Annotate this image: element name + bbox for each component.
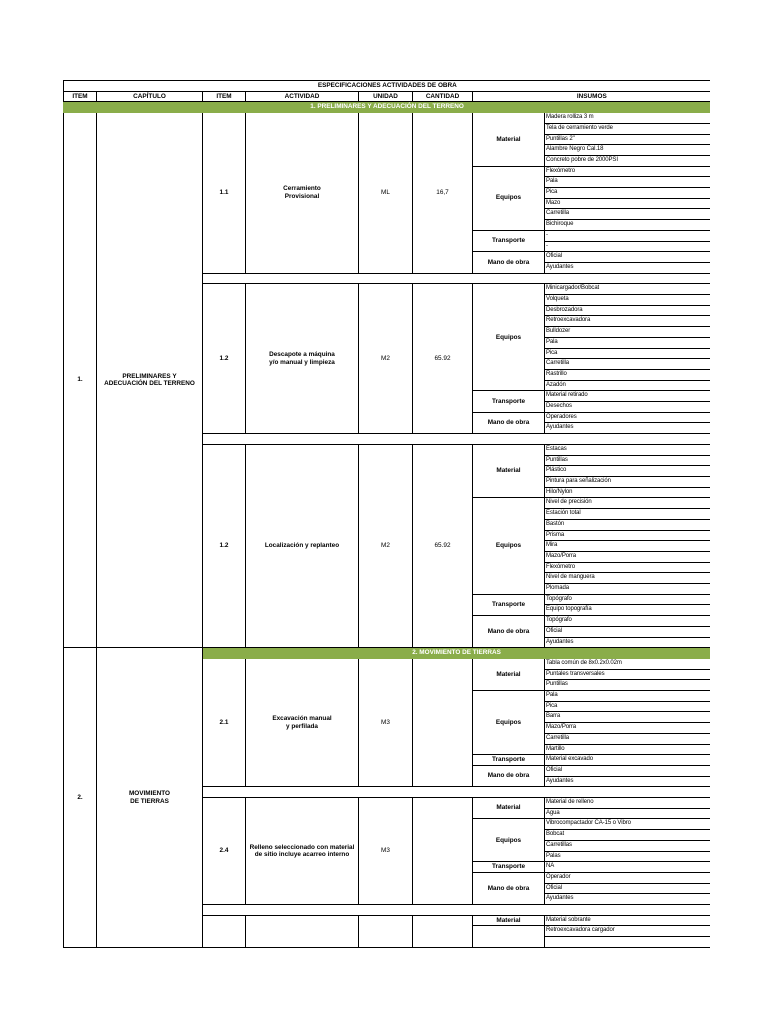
insumo-cell: Tabla común de 8x0.2x0.02m (545, 658, 711, 669)
activity-1-2b-qty: 65.92 (413, 444, 473, 647)
chapter-1-number: 1. (64, 113, 97, 648)
activity-1-2-name: Descapote a máquina y/o manual y limpieza (246, 284, 359, 434)
category-transporte: Transporte (473, 755, 545, 766)
activity-2-5-name (246, 915, 359, 947)
insumo-cell: Bulldozer (545, 327, 711, 338)
table-title: ESPECIFICACIONES ACTIVIDADES DE OBRA (64, 81, 711, 92)
insumo-cell: Prisma (545, 530, 711, 541)
insumo-cell: Minicargador/Bobcat (545, 284, 711, 295)
chapter-2-name: MOVIMIENTO DE TIERRAS (97, 648, 203, 948)
insumo-cell: Carretilla (545, 733, 711, 744)
insumo-cell: Carretilla (545, 359, 711, 370)
header-row (64, 91, 711, 102)
activity-1-1-qty: 16,7 (413, 113, 473, 274)
insumo-cell: Desbrozadora (545, 305, 711, 316)
insumo-cell: Pala (545, 337, 711, 348)
insumo-cell: Estacas (545, 444, 711, 455)
insumo-cell (545, 937, 711, 948)
section-title-1: 1. PRELIMINARES Y ADECUACIÓN DEL TERRENO (64, 102, 711, 113)
category-equipos (473, 926, 545, 947)
insumo-cell: Rastrillo (545, 369, 711, 380)
header-capitulo: CAPÍTULO (97, 91, 203, 102)
activity-1-2-qty: 65.92 (413, 284, 473, 434)
insumo-cell: Nivel de manguera (545, 573, 711, 584)
insumo-cell: Operador (545, 872, 711, 883)
insumo-cell: Plástico (545, 466, 711, 477)
insumo-cell: Topógrafo (545, 616, 711, 627)
insumo-cell: Ayudantes (545, 894, 711, 905)
header-actividad: ACTIVIDAD (246, 91, 359, 102)
insumo-cell: Puntillas (545, 680, 711, 691)
insumo-cell: Estación total (545, 509, 711, 520)
insumo-cell: Agua (545, 808, 711, 819)
activity-1-2-unit: M2 (359, 284, 413, 434)
insumo-cell: Ayudantes (545, 637, 711, 648)
insumo-cell: Material retirado (545, 391, 711, 402)
insumo-cell: Carretillas (545, 840, 711, 851)
insumo-cell: Pintura para señalización (545, 476, 711, 487)
category-transporte: Transporte (473, 391, 545, 412)
activity-2-4-unit: M3 (359, 798, 413, 905)
activity-2-1-item: 2.1 (203, 658, 246, 786)
section-row-1 (64, 102, 711, 113)
activity-2-5-qty (413, 915, 473, 947)
insumo-cell: Pala (545, 177, 711, 188)
insumo-cell: Tela de cerramiento verde (545, 123, 711, 134)
insumo-cell: Concreto pobre de 2000PSI (545, 155, 711, 166)
category-material: Material (473, 444, 545, 498)
insumo-cell: Ayudantes (545, 423, 711, 434)
insumo-cell: Palas (545, 851, 711, 862)
insumo-cell: Pica (545, 188, 711, 199)
category-material: Material (473, 798, 545, 819)
insumo-cell: Mira (545, 541, 711, 552)
category-mano-de-obra: Mano de obra (473, 872, 545, 904)
activity-1-1-item: 1.1 (203, 113, 246, 274)
category-mano-de-obra: Mano de obra (473, 252, 545, 273)
insumo-cell: Material sobrante (545, 915, 711, 926)
insumo-cell: Bastón (545, 519, 711, 530)
category-mano-de-obra: Mano de obra (473, 412, 545, 433)
insumo-cell: NA (545, 862, 711, 873)
category-equipos: Equipos (473, 819, 545, 862)
insumo-cell: Carretilla (545, 209, 711, 220)
insumo-cell: Material excavado (545, 755, 711, 766)
category-equipos: Equipos (473, 498, 545, 594)
insumo-cell: Alambre Negro Cal.18 (545, 145, 711, 156)
insumo-cell: Hilo/Nylon (545, 487, 711, 498)
insumo-cell: - (545, 230, 711, 241)
activity-2-5-item (203, 915, 246, 947)
insumo-cell: Mazo (545, 198, 711, 209)
header-cantidad: CANTIDAD (413, 91, 473, 102)
insumo-cell: Oficial (545, 883, 711, 894)
insumo-cell: Oficial (545, 252, 711, 263)
activity-2-1-qty (413, 658, 473, 786)
insumo-cell: Bobcat (545, 830, 711, 841)
insumo-cell: Retroexcavadora (545, 316, 711, 327)
spreadsheet (63, 80, 710, 954)
activity-2-5-unit (359, 915, 413, 947)
title-row (64, 81, 711, 92)
category-equipos: Equipos (473, 691, 545, 755)
header-item-2: ITEM (203, 91, 246, 102)
insumo-cell: Puntillas (545, 455, 711, 466)
insumo-cell: Mazo/Porra (545, 551, 711, 562)
insumo-cell: Vibrocompactador CA-15 o Vibro (545, 819, 711, 830)
insumo-cell: Desechos (545, 402, 711, 413)
activity-1-1-name: Cerramiento Provisional (246, 113, 359, 274)
insumo-cell: Retroexcavadora cargador (545, 926, 711, 937)
category-mano-de-obra: Mano de obra (473, 616, 545, 648)
category-transporte: Transporte (473, 594, 545, 615)
insumo-cell: Pica (545, 701, 711, 712)
insumo-cell: Madera rolliza 3 m (545, 113, 711, 124)
insumo-cell: Barra (545, 712, 711, 723)
section-title-2: 2. MOVIMIENTO DE TIERRAS (203, 648, 711, 659)
chapter-1-name: PRELIMINARES Y ADECUACIÓN DEL TERRENO (97, 113, 203, 648)
insumo-cell: - (545, 241, 711, 252)
category-material: Material (473, 658, 545, 690)
activity-2-4-item: 2.4 (203, 798, 246, 905)
category-mano-de-obra: Mano de obra (473, 765, 545, 786)
category-equipos: Equipos (473, 166, 545, 230)
insumo-cell: Oficial (545, 626, 711, 637)
insumo-cell: Flexómetro (545, 166, 711, 177)
activity-2-1-name: Excavación manual y perfilada (246, 658, 359, 786)
activity-1-2b-unit: M2 (359, 444, 413, 647)
insumo-cell: Azadón (545, 380, 711, 391)
insumo-cell: Material de relleno (545, 798, 711, 809)
insumo-cell: Pala (545, 691, 711, 702)
activity-2-1-unit: M3 (359, 658, 413, 786)
insumo-cell: Pica (545, 348, 711, 359)
category-transporte: Transporte (473, 230, 545, 251)
insumo-cell: Martillo (545, 744, 711, 755)
header-item: ITEM (64, 91, 97, 102)
insumo-cell: Puntales transversales (545, 669, 711, 680)
insumo-cell: Plomada (545, 584, 711, 595)
activity-1-1-unit: ML (359, 113, 413, 274)
category-material: Material (473, 113, 545, 167)
category-material: Material (473, 915, 545, 926)
insumo-cell: Mazo/Porra (545, 723, 711, 734)
category-transporte: Transporte (473, 862, 545, 873)
category-equipos: Equipos (473, 284, 545, 391)
activity-1-2b-name: Localización y replanteo (246, 444, 359, 647)
activity-2-4-name: Relleno seleccionado con material de sitio incluye acarreo interno (246, 798, 359, 905)
specifications-table (63, 80, 710, 948)
insumo-cell: Operadores (545, 412, 711, 423)
insumo-cell: Topógrafo (545, 594, 711, 605)
insumo-cell: Ayudantes (545, 776, 711, 787)
insumo-cell: Ayudantes (545, 262, 711, 273)
activity-1-2-item: 1.2 (203, 284, 246, 434)
insumo-cell: Nivel de precisión (545, 498, 711, 509)
insumo-cell: Volqueta (545, 295, 711, 306)
insumo-cell: Bichiroque (545, 220, 711, 231)
header-unidad: UNIDAD (359, 91, 413, 102)
chapter-2-number: 2. (64, 648, 97, 948)
activity-1-2b-item: 1.2 (203, 444, 246, 647)
insumo-cell: Puntillas 2" (545, 134, 711, 145)
insumo-cell: Equipo topografía (545, 605, 711, 616)
insumo-cell: Oficial (545, 765, 711, 776)
header-insumos: INSUMOS (473, 91, 711, 102)
activity-2-4-qty (413, 798, 473, 905)
insumo-cell: Flexómetro (545, 562, 711, 573)
